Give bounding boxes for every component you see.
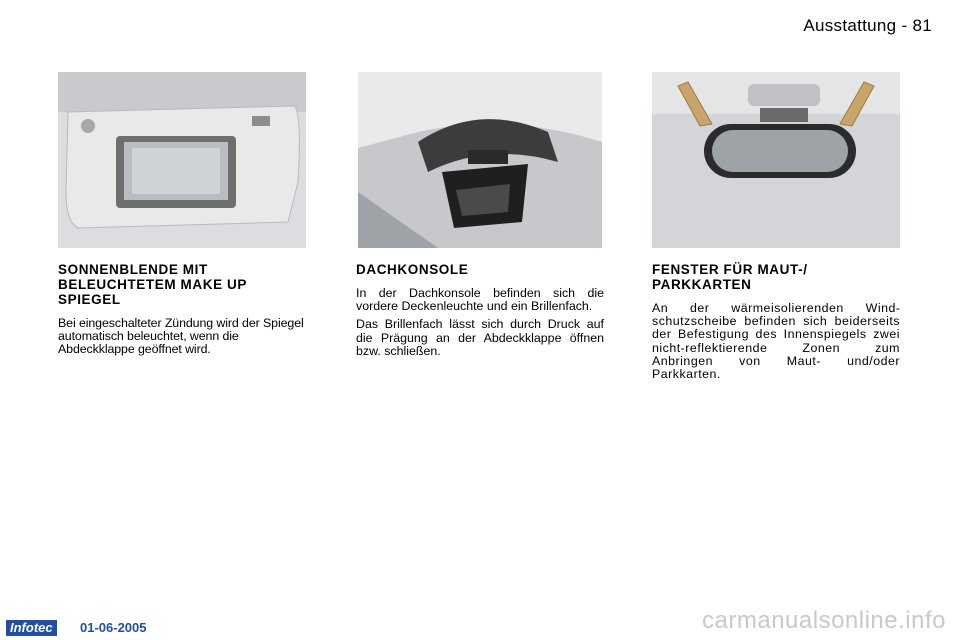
sun-visor-mirror-photo (58, 72, 306, 248)
roof-console-photo (358, 72, 602, 248)
section-heading: DACHKONSOLE (356, 262, 469, 277)
section-title: Ausstattung (803, 16, 897, 35)
sun-visor-section (58, 262, 306, 362)
section-heading: FENSTER FÜR MAUT-/ PARKKARTEN (652, 262, 808, 292)
roof-console-section (356, 262, 604, 363)
windshield-mirror-photo (652, 72, 900, 248)
page-number: 81 (912, 16, 932, 35)
toll-card-window-section (652, 262, 900, 386)
infotec-logo: Infotec (6, 620, 57, 636)
footer-date: 01-06-2005 (80, 620, 147, 635)
watermark: carmanualsonline.info (702, 607, 946, 634)
header-separator: - (901, 16, 908, 35)
section-heading: SONNENBLENDE MIT BELEUCHTETEM MAKE UP SPIEGEL (58, 262, 247, 307)
paragraph: Das Brillenfach lässt sich durch Druck auf die Prägung an der Abdeckklappe öffnen bzw. schließen. (356, 317, 604, 358)
paragraph: An der wärmeisolierenden Windschutzscheibe befinden sich beiderseits der Befestigung des Innenspiegels zwei nicht-reflektierende Zonen zum Anbringen von Maut- und/oder Parkkarten. (652, 301, 900, 382)
paragraph: Bei eingeschalteter Zündung wird der Spiegel automatisch beleuchtet, wenn die Abdeckklappe geöffnet wird. (58, 316, 304, 357)
paragraph: In der Dachkonsole befinden sich die vordere Deckenleuchte und ein Brillenfach. (356, 286, 604, 314)
page-header (803, 16, 932, 36)
